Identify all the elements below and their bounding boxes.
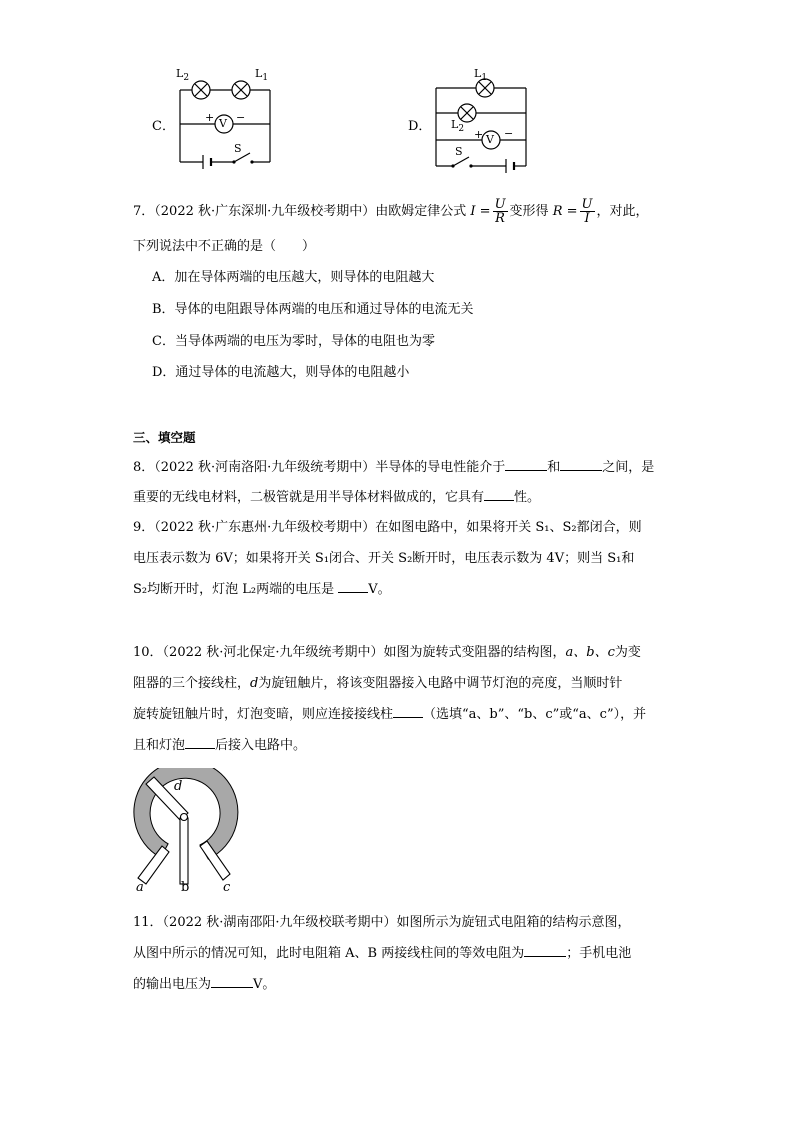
circuit-d-meter-label: V: [486, 133, 494, 146]
q7-option-a[interactable]: A．加在导体两端的电压越大，则导体的电阻越大: [152, 270, 435, 285]
terminal-b: [180, 818, 188, 884]
switch-pivot-icon: [451, 164, 454, 167]
circuit-c-lamp1-label: $L_1$: [255, 67, 269, 84]
fig-label-a: a: [136, 880, 144, 895]
battery-icon: [506, 159, 514, 173]
q8-line1: 8．（2022 秋·河南洛阳·九年级统考期中）半导体的导电性能介于 和 之间，是: [133, 460, 655, 475]
q9-line3: S₂均断开时，灯泡 L₂两端的电压是 V。: [133, 582, 391, 597]
q10-line2: 阻器的三个接线柱，d为旋钮触片，将该变阻器接入电路中调节灯泡的亮度，当顺时针: [133, 676, 623, 691]
q11-blank-1[interactable]: [524, 944, 566, 957]
q11-blank-2[interactable]: [211, 975, 253, 988]
q8-blank-2[interactable]: [560, 458, 602, 471]
fig-label-b: b: [181, 880, 190, 895]
circuit-d-plus-label: +: [474, 128, 484, 141]
rotary-rheostat-figure: [128, 768, 244, 896]
formula-resistance: $\frac{U}{I}$: [581, 197, 593, 226]
q7-option-b[interactable]: B．导体的电阻跟导体两端的电压和通过导体的电流无关: [152, 302, 474, 317]
circuit-c-plus-label: +: [205, 111, 215, 124]
circuit-c-switch-label: S: [234, 142, 242, 155]
q10-line4: 且和灯泡 后接入电路中。: [133, 738, 307, 753]
circuit-c-minus-label: −: [236, 111, 246, 124]
switch-pivot-icon: [232, 160, 235, 163]
q11-line1: 11．（2022 秋·湖南邵阳·九年级校联考期中）如图所示为旋钮式电阻箱的结构示意图，: [133, 915, 631, 930]
q7-option-d[interactable]: D．通过导体的电流越大，则导体的电阻越小: [152, 365, 410, 380]
q9-line1: 9．（2022 秋·广东惠州·九年级校考期中）在如图电路中，如果将开关 S₁、S₂都闭合，则: [133, 520, 642, 535]
circuit-d-lamp2-label: $L_2$: [451, 118, 465, 135]
q10-line3: 旋转旋钮触片时，灯泡变暗，则应连接接线柱 （选填“a、b”、“b、c”或“a、c”），并: [133, 707, 647, 722]
q9-line2: 电压表示数为 6V；如果将开关 S₁闭合、开关 S₂断开时，电压表示数为 4V；则当 S₁和: [133, 551, 635, 566]
fig-label-d: d: [174, 779, 183, 794]
battery-icon: [203, 155, 211, 169]
q7-line2: 下列说法中不正确的是（ ）: [133, 239, 316, 254]
q8-line2: 重要的无线电材料，二极管就是用半导体材料做成的，它具有 性。: [133, 490, 541, 505]
q10-blank-1[interactable]: [393, 705, 423, 718]
circuit-d-option-label: D．: [408, 119, 432, 134]
circuit-d-switch-label: S: [455, 145, 463, 158]
circuit-d-lamp1-label: $L_1$: [474, 67, 488, 84]
q10-line1: 10．（2022 秋·河北保定·九年级统考期中）如图为旋转式变阻器的结构图，a、b、c为变: [133, 645, 641, 660]
circuit-c-option-label: C．: [152, 119, 175, 134]
q11-line3: 的输出电压为 V。: [133, 977, 276, 992]
pivot-icon: [181, 814, 188, 821]
fig-label-c: c: [223, 880, 231, 895]
q10-blank-2[interactable]: [185, 736, 215, 749]
formula-ohm: $\frac{U}{R}$: [494, 197, 506, 226]
circuit-c-lamp2-label: $L_2$: [176, 67, 190, 84]
circuit-c-meter-label: V: [219, 117, 227, 130]
section-title: 三、填空题: [133, 430, 196, 445]
circuit-d-minus-label: −: [504, 127, 514, 140]
q8-blank-3[interactable]: [484, 488, 514, 501]
switch-contact-icon: [469, 164, 472, 167]
lamp-l2-icon: [192, 81, 210, 99]
switch-contact-icon: [250, 160, 253, 163]
lamp-l1-icon: [232, 81, 250, 99]
q8-blank-1[interactable]: [505, 458, 547, 471]
q7-line1: 7．（2022 秋·广东深圳·九年级校考期中）由欧姆定律公式 I = $\frac{U}{R}$ 变形得 R = $\frac{U}{I}$ ，对此，: [133, 197, 649, 226]
q9-blank[interactable]: [338, 580, 368, 593]
q11-line2: 从图中所示的情况可知，此时电阻箱 A、B 两接线柱间的等效电阻为 ；手机电池: [133, 946, 632, 961]
q7-option-c[interactable]: C．当导体两端的电压为零时，导体的电阻也为零: [152, 334, 435, 349]
